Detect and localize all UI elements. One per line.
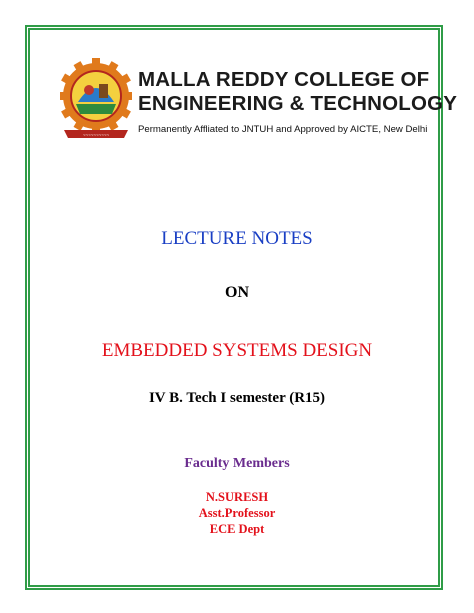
faculty-label: Faculty Members — [184, 456, 290, 471]
subject-title: EMBEDDED SYSTEMS DESIGN — [101, 340, 373, 361]
svg-text:~~~~~~~~~~: ~~~~~~~~~~ — [82, 132, 110, 138]
college-emblem-icon — [60, 58, 132, 142]
college-affiliation: Permanently Affliated to JNTUH and Approved by AICTE, New Delhi — [138, 124, 428, 135]
document-heading: LECTURE NOTES — [161, 228, 313, 249]
college-header — [60, 58, 458, 158]
document-connector: ON — [225, 284, 249, 301]
faculty-name: N.SURESH — [205, 490, 269, 504]
college-name — [138, 68, 458, 116]
semester-info: IV B. Tech I semester (R15) — [148, 390, 326, 406]
faculty-department: ECE Dept — [209, 522, 265, 536]
faculty-designation: Asst.Professor — [198, 506, 276, 520]
college-name-line2: ENGINEERING & TECHNOLOGY — [138, 92, 458, 115]
college-name-line1: MALLA REDDY COLLEGE OF — [138, 68, 430, 91]
